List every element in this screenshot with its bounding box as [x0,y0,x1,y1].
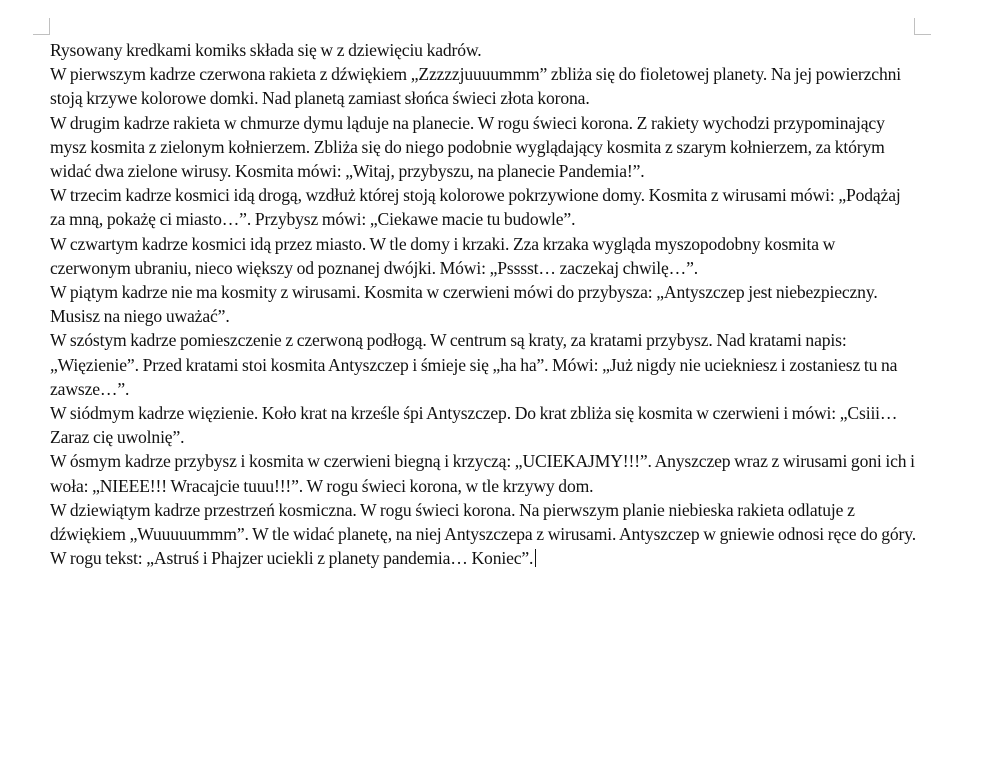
paragraph-frame-2[interactable]: W drugim kadrze rakieta w chmurze dymu ląduje na planecie. W rogu świeci korona. Z rakiety wychodzi przypominający mysz kosmita z zielonym kołnierzem. Zbliża się do niego podobnie wyglądający kosmita z szarym kołnierzem, za którym widać dwa zielone wirusy. Kosmita mówi: „Witaj, przybyszu, na planecie Pandemia!”. [50,112,885,182]
page-margin-mark-top-right [914,18,931,35]
text-cursor [535,549,536,567]
paragraph-frame-8[interactable]: W ósmym kadrze przybysz i kosmita w czerwieni biegną i krzyczą: „UCIEKAJMY!!!”. Anyszczep wraz z wirusami goni ich i woła: „NIEEE!!! Wracajcie tuuu!!!”. W rogu świeci korona, w tle krzywy dom. [50,451,915,496]
paragraph-frame-5[interactable]: W piątym kadrze nie ma kosmity z wirusami. Kosmita w czerwieni mówi do przybysza: „Antyszczep jest niebezpieczny. Musisz na niego uważać”. [50,282,878,327]
paragraph-frame-9[interactable] [50,498,916,571]
paragraph-frame-7[interactable]: W siódmym kadrze więzienie. Koło krat na krześle śpi Antyszczep. Do krat zbliża się kosmita w czerwieni i mówi: „Csiii… Zaraz cię uwolnię”. [50,403,898,448]
page-margin-mark-top-left [33,18,50,35]
paragraph-frame-6[interactable]: W szóstym kadrze pomieszczenie z czerwoną podłogą. W centrum są kraty, za kratami przybysz. Nad kratami napis: „Więzienie”. Przed kratami stoi kosmita Antyszczep i śmieje się „ha ha”. Mówi: „Już nigdy nie uciekniesz i zostaniesz tu na zawsze…”. [50,330,898,399]
document-body[interactable] [50,38,916,570]
paragraph-frame-3[interactable]: W trzecim kadrze kosmici idą drogą, wzdłuż której stoją kolorowe pokrzywione domy. Kosmita z wirusami mówi: „Podążaj za mną, pokażę ci miasto…”. Przybysz mówi: „Ciekawe macie tu budowle”. [50,185,901,230]
paragraph-frame-9-text: W dziewiątym kadrze przestrzeń kosmiczna. W rogu świeci korona. Na pierwszym planie niebieska rakieta odlatuje z dźwiękiem „Wuuuuummm”. W tle widać planetę, na niej Antyszczepa z wirusami. Antyszczep w gniewie odnosi ręce do góry. W rogu tekst: „Astruś i Phajzer uciekli z planety pandemia… Koniec”. [50,499,917,569]
paragraph-frame-4[interactable]: W czwartym kadrze kosmici idą przez miasto. W tle domy i krzaki. Zza krzaka wygląda myszopodobny kosmita w czerwonym ubraniu, nieco większy od poznanej dwójki. Mówi: „Psssst… zaczekaj chwilę…”. [50,233,836,278]
paragraph-intro[interactable]: Rysowany kredkami komiks składa się w z dziewięciu kadrów. [50,40,482,60]
paragraph-frame-1[interactable]: W pierwszym kadrze czerwona rakieta z dźwiękiem „Zzzzzjuuuummm” zbliża się do fioletowej planety. Na jej powierzchni stoją krzywe kolorowe domki. Nad planetą zamiast słońca świeci złota korona. [50,64,901,109]
